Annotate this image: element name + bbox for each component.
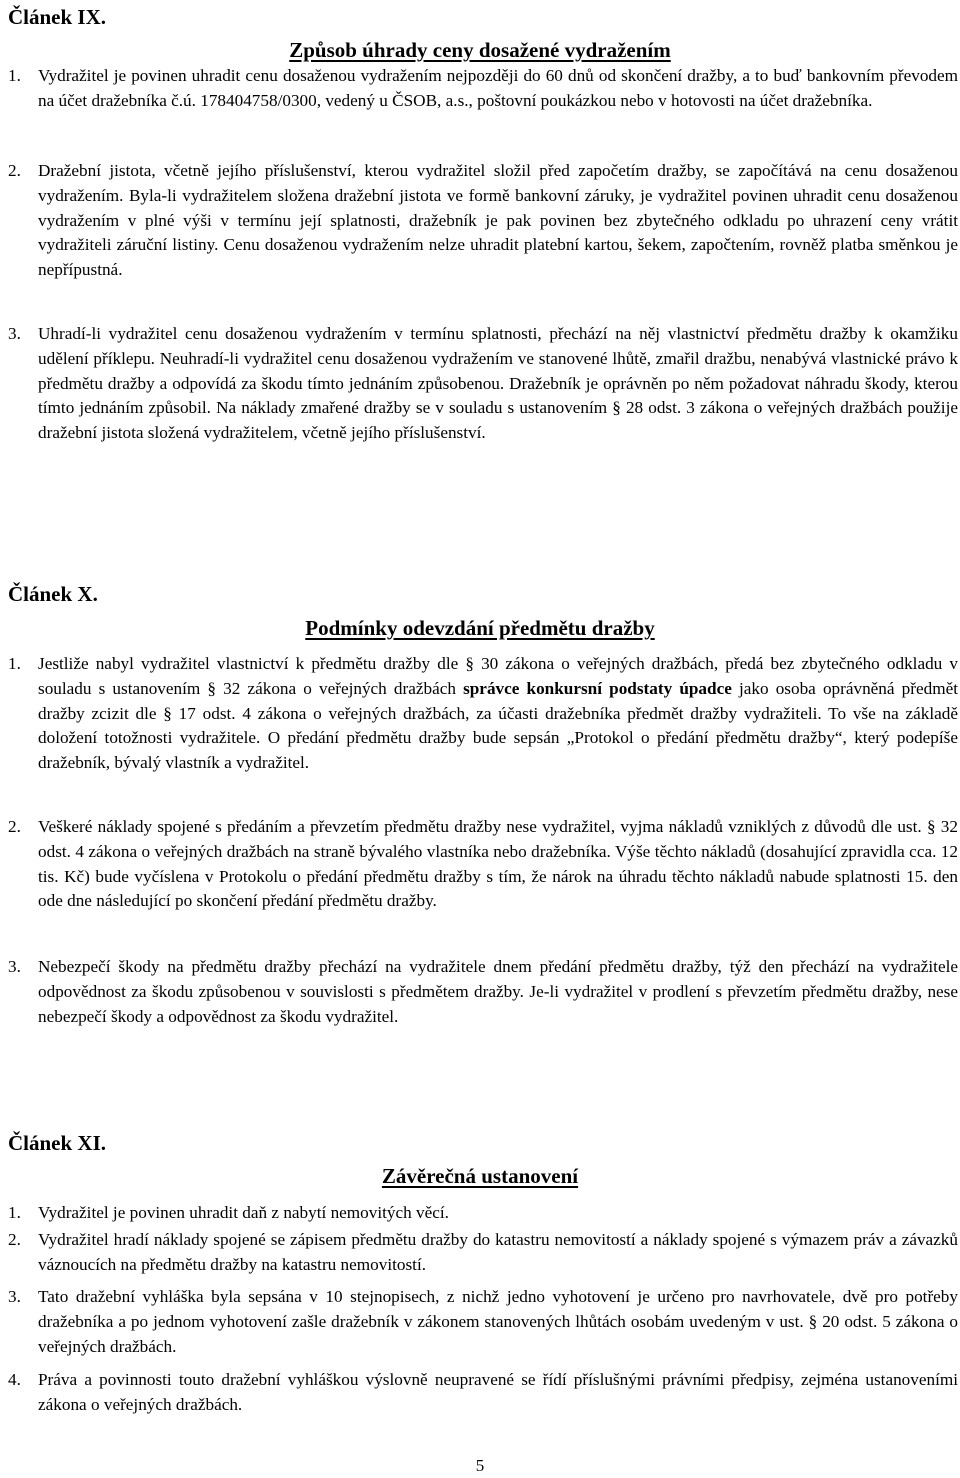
item-number: 3. xyxy=(8,957,21,976)
list-item xyxy=(8,815,958,914)
item-number: 2. xyxy=(8,817,21,836)
page-number: 5 xyxy=(475,1456,485,1475)
item-text: Nebezpečí škody na předmětu dražby přechází na vydražitele dnem předání předmětu dražby, týž den přechází na vydražitele odpovědnost za škodu způsobenou v souvislosti s předmětem dražby. Je-li vydražitel v prodlení s převzetím předmětu dražby, nese nebezpečí škody a odpovědnost za škodu vydražitel. xyxy=(38,957,958,1026)
item-number: 1. xyxy=(8,654,21,673)
item-text: Vydražitel hradí náklady spojené se zápisem předmětu dražby do katastru nemovitostí a náklady spojené s výmazem práv a závazků váznoucích na předmětu dražby na katastru nemovitostí. xyxy=(38,1230,958,1274)
section-title: Závěrečná ustanovení xyxy=(381,1164,579,1188)
item-number: 3. xyxy=(8,1287,21,1306)
item-text: Veškeré náklady spojené s předáním a převzetím předmětu dražby nese vydražitel, vyjma nákladů vzniklých z důvodů dle ust. § 32 odst. 4 zákona o veřejných dražbách na straně bývalého vlastníka nebo dražebníka. Výše těchto nákladů (dosahující zpravidla cca. 12 tis. Kč) bude vyčíslena v Protokolu o předání předmětu dražby s tím, že nárok na úhradu těchto nákladů nabude splatnosti 15. den ode dne následující po skončení předání předmětu dražby. xyxy=(38,817,958,911)
item-number: 2. xyxy=(8,1230,21,1249)
item-text: Jestliže nabyl vydražitel vlastnictví k předmětu dražby dle § 30 zákona o veřejných dražbách, předá bez zbytečného odkladu v souladu s ustanovením § 32 zákona o veřejných dražbách správce konkursní podstaty úpadce jako osoba oprávněná předmět dražby zcizit dle § 17 odst. 4 zákona o veřejných dražbách, za účasti dražebníka předmět dražby vydražiteli. To vše na základě doložení totožnosti vydražitele. O předání předmětu dražby bude sepsán „Protokol o předání předmětu dražby“, který podepíše dražebník, bývalý vlastník a vydražitel. xyxy=(38,654,958,773)
list-item xyxy=(8,322,958,446)
section-title: Podmínky odevzdání předmětu dražby xyxy=(305,616,655,640)
list-item xyxy=(8,159,958,283)
section-title: Způsob úhrady ceny dosažené vydražením xyxy=(289,38,671,62)
bold-phrase: správce konkursní podstaty úpadce xyxy=(463,678,732,698)
item-text: Tato dražební vyhláška byla sepsána v 10 stejnopisech, z nichž jedno vyhotovení je určeno pro navrhovatele, dvě pro potřeby dražebníka a po jednom vyhotovení zašle dražebník v zákonem stanovených lhůtách osobám uvedeným v ust. § 20 odst. 5 zákona o veřejných dražbách. xyxy=(38,1287,958,1356)
item-text: Uhradí-li vydražitel cenu dosaženou vydražením v termínu splatnosti, přechází na něj vlastnictví předmětu dražby k okamžiku udělení příklepu. Neuhradí-li vydražitel cenu dosaženou vydražením ve stanovené lhůtě, zmařil dražbu, nenabývá vlastnické právo k předmětu dražby a odpovídá za škodu tímto jednáním způsobenou. Dražebník je oprávněn po něm požadovat náhradu škody, kterou tímto jednáním způsobil. Na náklady zmařené dražby se v souladu s ustanovením § 28 odst. 3 zákona o veřejných dražbách použije dražební jistota složená vydražitelem, včetně jejího příslušenství. xyxy=(38,324,958,443)
article-heading: Článek X. xyxy=(8,582,98,606)
list-item xyxy=(8,64,958,114)
item-number: 1. xyxy=(8,66,21,85)
list-item xyxy=(8,1201,958,1226)
list-item xyxy=(8,1285,958,1359)
list-item xyxy=(8,955,958,1029)
list-item xyxy=(8,1228,958,1278)
item-number: 2. xyxy=(8,161,21,180)
item-text: Vydražitel je povinen uhradit cenu dosaženou vydražením nejpozději do 60 dnů od skončení dražby, a to buď bankovním převodem na účet dražebníka č.ú. 178404758/0300, vedený u ČSOB, a.s., poštovní poukázkou nebo v hotovosti na účet dražebníka. xyxy=(38,66,958,110)
item-text: Dražební jistota, včetně jejího příslušenství, kterou vydražitel složil před započetím dražby, se započítává na cenu dosaženou vydražením. Byla-li vydražitelem složena dražební jistota ve formě bankovní záruky, je vydražitel povinen uhradit cenu dosaženou vydražením v plné výši v termínu její splatnosti, dražebník je pak povinen bez zbytečného odkladu po uhrazení ceny vrátit vydražiteli záruční listiny. Cenu dosaženou vydražením nelze uhradit platební kartou, šekem, započtením, rovněž platba směnkou je nepřípustná. xyxy=(38,161,958,280)
item-number: 3. xyxy=(8,324,21,343)
article-heading: Článek XI. xyxy=(8,1131,107,1155)
list-item xyxy=(8,652,958,776)
article-heading: Článek IX. xyxy=(8,5,107,29)
item-number: 4. xyxy=(8,1370,21,1389)
item-text: Práva a povinnosti touto dražební vyhláškou výslovně neupravené se řídí příslušnými právními předpisy, zejména ustanoveními zákona o veřejných dražbách. xyxy=(38,1370,958,1414)
item-number: 1. xyxy=(8,1203,21,1222)
item-text: Vydražitel je povinen uhradit daň z nabytí nemovitých věcí. xyxy=(38,1203,449,1222)
list-item xyxy=(8,1368,958,1418)
